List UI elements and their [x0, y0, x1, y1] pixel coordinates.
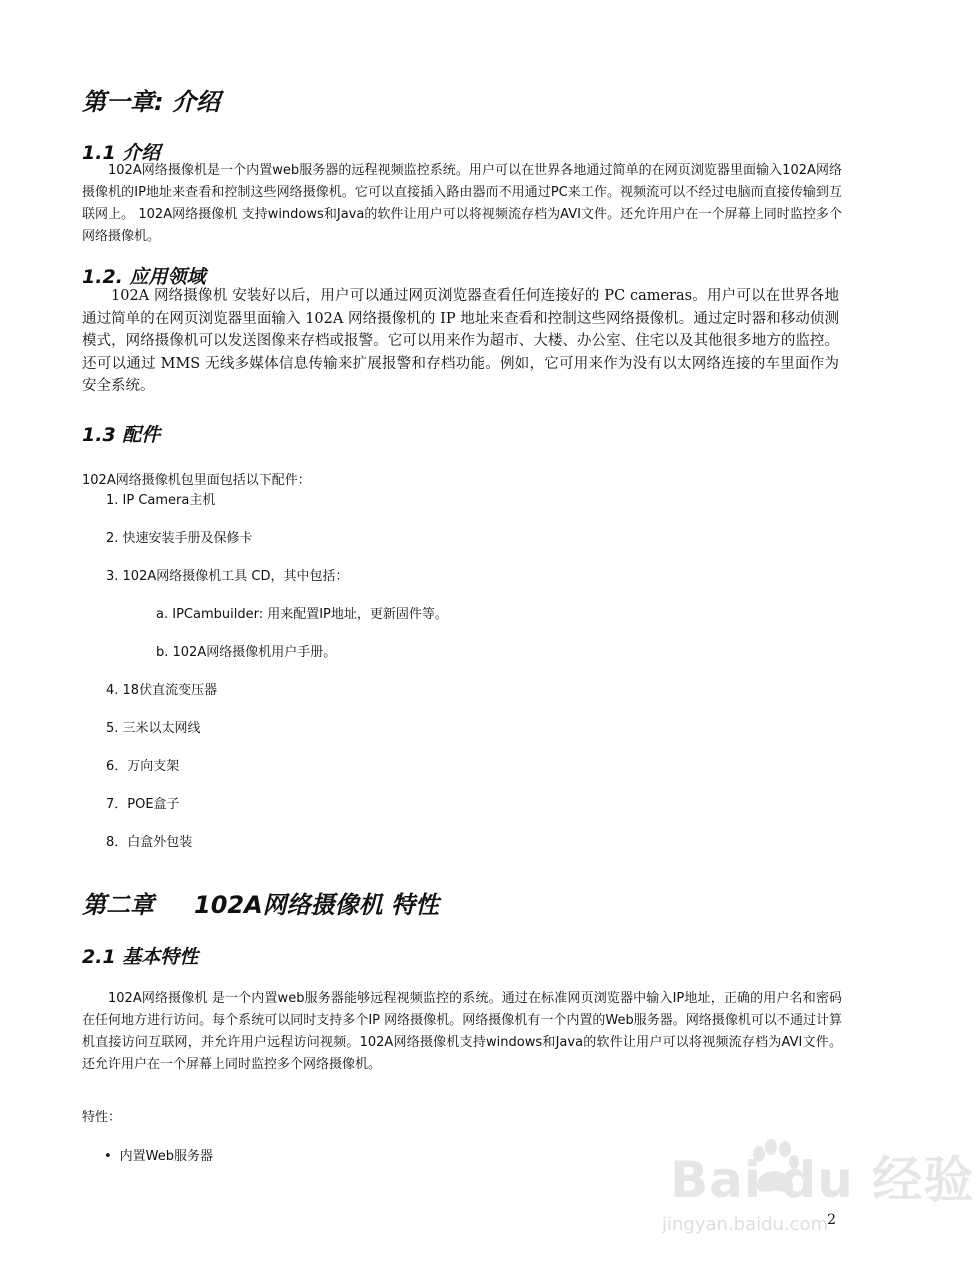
section-2-1-title: 2.1 基本特性	[82, 946, 199, 968]
watermark-url: jingyan.baidu.com	[662, 1214, 829, 1235]
accessories-intro: 102A网络摄像机包里面包括以下配件：	[82, 473, 311, 488]
accessory-item: 4. 18伏直流变压器	[106, 683, 218, 698]
feature-bullet	[104, 1145, 213, 1164]
chapter-2-subtitle: 102A网络摄像机 特性	[194, 891, 440, 919]
chapter-2-title	[82, 885, 439, 920]
paw-icon	[749, 1140, 801, 1196]
accessory-item: 5. 三米以太网线	[106, 721, 201, 736]
accessory-item: 1. IP Camera主机	[106, 493, 216, 508]
section-1-3-title: 1.3 配件	[82, 424, 161, 446]
section-1-1-text: 102A网络摄像机是一个内置web服务器的远程视频监控系统。用户可以在世界各地通过简单的在网页浏览器里面输入102A网络摄像机的IP地址来查看和控制这些网络摄像机。它可以直接插入路由器而不用通过PC来工作。视频流可以不经过电脑而直接传输到互联网上。 102A网络摄像机 支持windows和Java的软件让用户可以将视频流存档为AVI文件。还允许用户在一个屏幕上同时监控多个网络摄像机。	[82, 163, 842, 244]
accessory-item: 8．白盒外包装	[106, 835, 193, 850]
features-label: 特性：	[82, 1110, 122, 1125]
section-1-1-title: 1.1 介绍	[82, 142, 161, 164]
chapter-2-label: 第二章	[82, 891, 154, 919]
section-1-2-title: 1.2. 应用领域	[82, 266, 206, 288]
chapter-1-title: 第一章: 介绍	[82, 88, 220, 116]
page-number: 2	[827, 1212, 836, 1228]
baidu-jingyan-watermark	[650, 1140, 974, 1260]
watermark-brand: Bai du 经验	[670, 1151, 974, 1209]
accessory-item: 6．万向支架	[106, 759, 180, 774]
accessory-subitem: b. 102A网络摄像机用户手册。	[156, 645, 337, 660]
section-2-1-text: 102A网络摄像机 是一个内置web服务器能够远程视频监控的系统。通过在标准网页浏览器中输入IP地址，正确的用户名和密码在任何地方进行访问。每个系统可以同时支持多个IP 网络摄像机。网络摄像机有一个内置的Web服务器。网络摄像机可以不通过计算机直接访问互联网，并允许用户远程访问视频。102A网络摄像机支持windows和Java的软件让用户可以将视频流存档为AVI文件。还允许用户在一个屏幕上同时监控多个网络摄像机。	[82, 991, 842, 1072]
accessory-item: 2. 快速安装手册及保修卡	[106, 531, 253, 546]
accessory-item: 7．POE盒子	[106, 797, 180, 812]
feature-bullet-text: 内置Web服务器	[119, 1149, 214, 1164]
accessory-subitem: a. IPCambuilder: 用来配置IP地址，更新固件等。	[156, 607, 448, 622]
section-1-2-text: 102A 网络摄像机 安装好以后，用户可以通过网页浏览器查看任何连接好的 PC cameras。用户可以在世界各地通过简单的在网页浏览器里面输入 102A 网络摄像机的 IP 地址来查看和控制这些网络摄像机。通过定时器和移动侦测模式，网络摄像机可以发送图像来存档或报警。它可以用来作为超市、大楼、办公室、住宅以及其他很多地方的监控。还可以通过 MMS 无线多媒体信息传输来扩展报警和存档功能。例如，它可用来作为没有以太网络连接的车里面作为安全系统。	[82, 288, 839, 394]
bullet-dot-icon: •	[104, 1149, 112, 1164]
accessory-item: 3. 102A网络摄像机工具 CD，其中包括：	[106, 569, 349, 584]
